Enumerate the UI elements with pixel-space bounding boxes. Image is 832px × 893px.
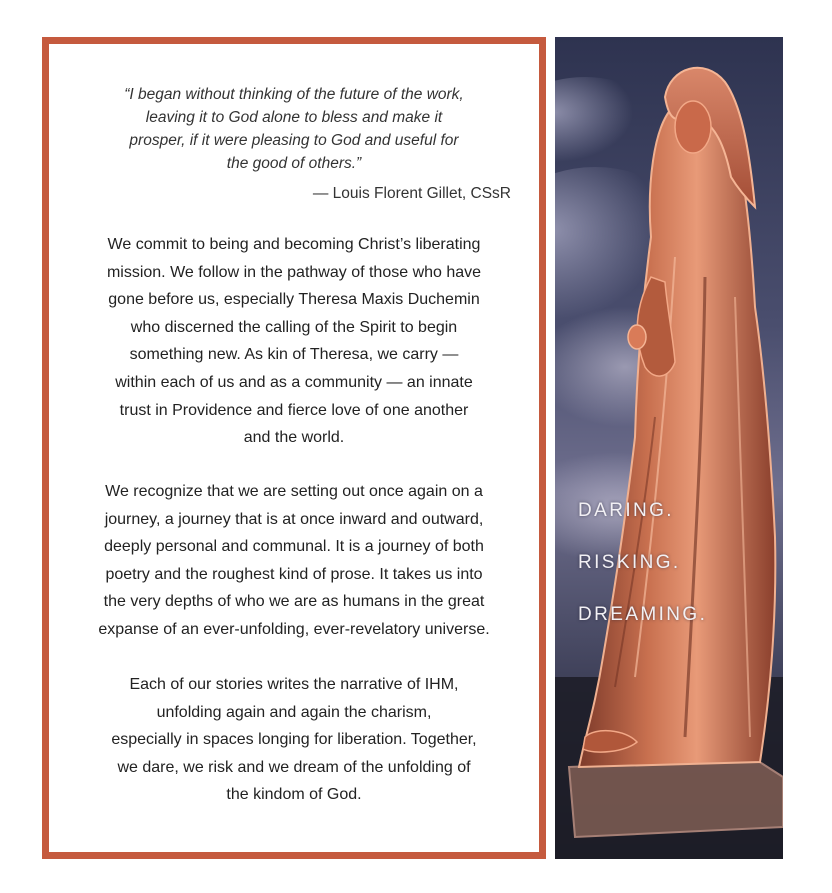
paragraph-line: within each of us and as a community — an innate	[115, 373, 473, 391]
paragraph-line: we dare, we risk and we dream of the unfolding of	[117, 758, 471, 776]
quote-attribution: — Louis Florent Gillet, CSsR	[312, 185, 511, 202]
paragraph-line: trust in Providence and fierce love of one another	[119, 401, 469, 419]
quote-block	[49, 83, 539, 175]
statue-hand	[628, 325, 646, 349]
paragraph-line: and the world.	[243, 429, 345, 447]
motto-dreaming: DREAMING.	[578, 604, 708, 625]
paragraph-journey	[49, 478, 539, 644]
paragraph-line: the kindom of God.	[226, 786, 362, 804]
paragraph-line: journey, a journey that is at once inward and outward,	[104, 510, 484, 528]
quote-line: leaving it to God alone to bless and make it	[145, 109, 443, 126]
statue-face	[675, 101, 711, 153]
motto-risking: RISKING.	[578, 552, 681, 573]
paragraph-line: gone before us, especially Theresa Maxis Duchemin	[108, 291, 480, 309]
paragraph-line: expanse of an ever-unfolding, ever-revelatory universe.	[98, 620, 490, 638]
quote-line: prosper, if it were pleasing to God and useful for	[129, 132, 459, 149]
paragraph-line: something new. As kin of Theresa, we carry —	[129, 346, 459, 364]
statue-illustration	[555, 37, 783, 859]
paragraph-stories	[49, 671, 539, 809]
text-panel	[42, 37, 546, 859]
paragraph-line: Each of our stories writes the narrative of IHM,	[129, 676, 459, 693]
paragraph-line: We recognize that we are setting out once again on a	[105, 483, 483, 500]
paragraph-line: the very depths of who we are as humans in the great	[103, 593, 485, 611]
paragraph-line: We commit to being and becoming Christ’s liberating	[107, 236, 481, 253]
paragraph-line: unfolding again and again the charism,	[156, 703, 432, 721]
quote-line: “I began without thinking of the future of the work,	[124, 86, 464, 103]
paragraph-line: especially in spaces longing for liberation. Together,	[111, 731, 477, 749]
statue-image-panel	[555, 37, 783, 859]
paragraph-line: who discerned the calling of the Spirit to begin	[130, 318, 458, 336]
quote-line: the good of others.”	[226, 155, 362, 172]
statue-pedestal	[569, 759, 783, 837]
paragraph-commitment	[49, 231, 539, 452]
paragraph-line: poetry and the roughest kind of prose. It takes us into	[105, 565, 483, 583]
paragraph-line: mission. We follow in the pathway of those who have	[106, 263, 482, 281]
paragraph-line: deeply personal and communal. It is a journey of both	[104, 538, 484, 556]
motto-daring: DARING.	[578, 500, 674, 521]
